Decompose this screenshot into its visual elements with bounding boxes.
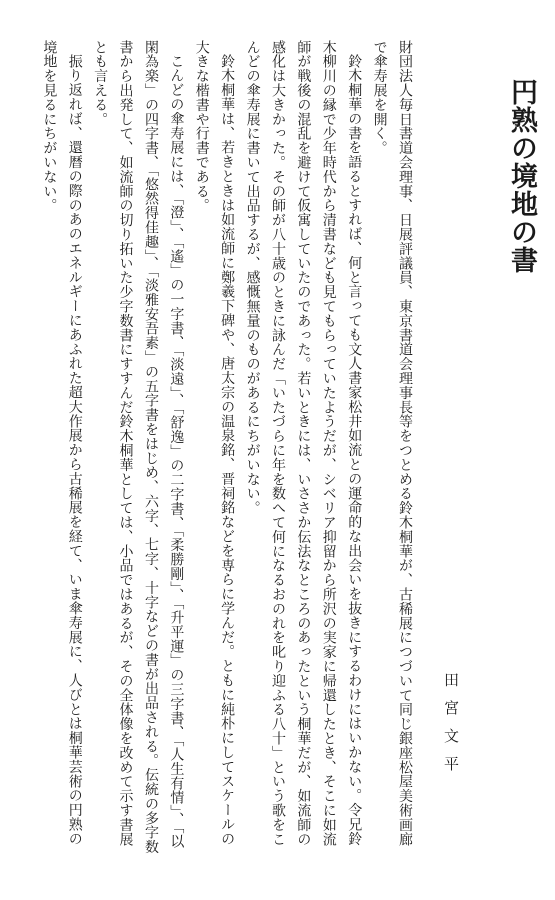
paragraph-early-study: 鈴木桐華は、若きときは如流師に鄭羲下碑や、唐太宗の温泉銘、晋祠銘などを専らに学んだ。ともに純朴にしてスケールの大きな楷書や行書である。 [193, 40, 236, 846]
paragraph-intro: 財団法人毎日書道会理事、日展評議員、東京書道会理事長等をつとめる鈴木桐華が、古稀展につづいて同じ銀座松屋美術画廊で傘寿展を開く。 [371, 40, 413, 847]
paragraph-mentor: 鈴木桐華の書を語るとすれば、何と言っても文人書家松井如流との運命的な出会いを抜きにするわけにはいかない。令兄鈴木柳川の縁で少年時代から清書なども見てもらっていたようだが、シベリア抑留から所沢の実家に帰還したとき、そこに如流師が戦後の混乱を避けて仮寓していたのであった。若いときには、いささか伝法なところのあったという桐華だが、如流師の感化は大きかった。その師が八十歳のときに詠んだ「いたづらに年を数へて何になるおのれを叱り迎ふる八十」という歌をこんどの傘寿展に書いて出品するが、感慨無量のものがあるにちがいない。 [244, 40, 363, 847]
article-body [9, 40, 417, 858]
article-title: 円熟の境地の書 [506, 78, 537, 274]
paragraph-exhibition-works: こんどの傘寿展には、「澄」、「遙」の一字書、「淡遠」、「舒逸」の二字書、「柔勝剛」、「升平運」の三字書、「人生有情」、「以閑為楽」の四字書、「悠然得佳趣」、「淡雅安吾素」の五字書をはじめ、六字、七字、十字などの書が出品される。伝統の多字数書から出発して、如流師の切り拓いた少字数書にすすんだ鈴木桐華としては、小品ではあるが、その全体像を改めて示す書展とも言える。 [92, 40, 185, 855]
author-name: 田宮文平 [442, 672, 460, 784]
paragraph-conclusion: 振り返れば、還暦の際のあのエネルギーにあふれた超大作展から古稀展を経て、いま傘寿展に、人びとは桐華芸術の円熟の境地を見るにちがいない。 [41, 40, 83, 846]
